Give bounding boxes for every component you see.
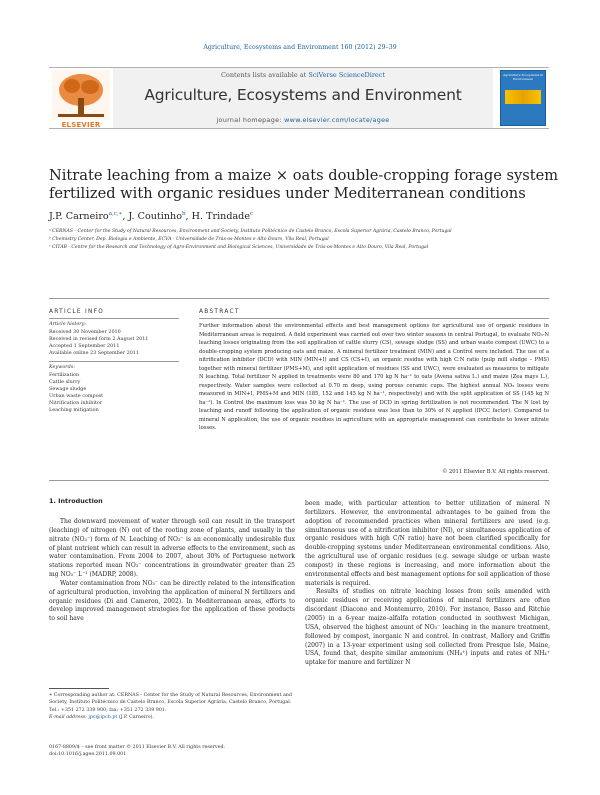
history-received: Received 30 November 2010 [49,329,121,335]
body-paragraph: been made, with particular attention to better utilization of mineral N fertilizers. However, the environmental advantages to be gained from the adoption of recommended practices when mineral fertilizers are used (e.g. simultaneous use of a nitrification inhibitor (NI), or simultaneous application of organic residues with high C/N ratio) have not been clarified specifically for double-cropping systems under Mediterranean environmental conditions. Also, the agricultural use of organic residues (e.g. sewage sludge or urban waste compost) in these regions is increasing, and more information about the environmental effects and best management options for soil application of those materials is required. [305,500,550,587]
article-info-rule [49,318,179,319]
journal-reference[interactable]: Agriculture, Ecosystems and Environment 160 (2012) 29–39 [203,44,397,51]
section-heading-introduction: 1. Introduction [49,497,103,505]
history-revised: Received in revised form 2 August 2011 [49,336,149,342]
section-divider [49,298,549,299]
copyright: © 2011 Elsevier B.V. All rights reserved. [442,469,549,475]
front-matter [49,744,225,758]
email-link[interactable]: jpc@ipcb.pt [88,715,118,721]
email-label: E-mail address: [49,715,87,721]
journal-title: Agriculture, Ecosystems and Environment [144,86,462,104]
publisher-name: ELSEVIER [61,121,101,129]
keyword: Leaching mitigation [49,407,99,413]
keyword: Fertilization [49,372,80,378]
contents-prefix: Contents lists available at [220,71,307,79]
abstract-text: Further information about the environmental effects and best management options for agricultural use of organic residues in Mediterranean areas is required. A field experiment was carried out over two winter seasons in central Portugal, to evaluate NO₃-N leaching losses originating from the soil application of cattle slurry (CS), sewage sludge (SS) and urban waste compost (UWC) to a double-cropping system producing oats and maize. A mineral fertilizer treatment (MIN) and a Control were included. The use of a nitrification inhibitor (DCD) with MIN (MIN+I) and CS (CS+I), an organic residue with high C:N ratio (pulp mill sludge – PMS) together with mineral fertilizer (PMS+M), and split application of residues (SS and UWC), were evaluated as measures to mitigate N leaching. Total fertilizer N applied in treatments were 80 and 170 kg N ha⁻¹ to oats (Avena sativa L.) and maize (Zea mays L.), respectively. Water samples were collected at 0.70 m deep, using porous ceramic cups. The highest annual NO₃ losses were measured in MIN+I, PMS+M and MIN (185, 152 and 145 kg N ha⁻¹, respectively) and with the split application of SS (145 kg N ha⁻¹). In Control the maximum loss was 50 kg N ha⁻¹. The use of DCD in spring fertilization is not recommended. The N lost by leaching and runoff following the application of organic residues was less than to 30% of N applied (IPCC factor). Compared to mineral N application, the use of organic residues in agriculture with an appropriate management can contribute to lower nitrate losses. [199,323,549,431]
body-column-left [49,518,295,624]
body-paragraph: The downward movement of water through soil can result in the transport (leaching) of nitrogen (N) out of the rooting zone of plants, and usually in the nitrate (NO₃⁻) form of N. Leaching of NO₃⁻ is an economically undesirable flux of plant nutrient which can result in adverse effects to the environment, such as water contamination. From 2004 to 2007, about 30% of Portuguese network stations reported mean NO₃⁻ concentrations in groundwater greater than 25 mg NO₃⁻ L⁻¹ (MADRP, 2008). [49,518,295,579]
affiliation: ᶜ CITAB - Centre for the Research and Technology of Agro-Environment and Biological Sciences, Universidade de Trás-os-Montes e Alto Douro, Vila Real, Portugal [49,245,429,250]
email-suffix: (J.P. Carneiro). [118,715,155,721]
keyword: Sewage sludge [49,386,87,392]
keyword: Cattle slurry [49,379,81,385]
author-name[interactable]: J. Coutinho [128,211,182,223]
keyword: Urban waste compost [49,393,104,399]
history-accepted: Accepted 1 September 2011 [49,343,120,349]
keywords-rule [49,361,179,362]
article-info-heading: ARTICLE INFO [49,309,105,315]
body-paragraph: Results of studies on nitrate leaching losses from soils amended with organic residues or receiving applications of mineral fertilizers are often discordant (Diacono and Montemurro, 2010). For instance, Basso and Ritchie (2005) in a 6-year maize–alfalfa rotation conducted in southwest Michigan, USA, observed the highest amount of NO₃⁻ leaching in the manure treatment, followed by compost, inorganic N and control. In contrast, Mallory and Griffin (2007) in a 13-year experiment using soil collected from Presque Isle, Maine, USA, found that, despite similar ammonium (NH₄⁺) inputs and rates of NH₄⁺ uptake for manure and fertilizer N [305,588,550,667]
homepage-label: journal homepage: [216,116,282,124]
cover-title: Agriculture Ecosystems & Environment [503,73,543,81]
contents-line [113,71,493,79]
issn-line: 0167-8809/$ – see front matter © 2011 Elsevier B.V. All rights reserved. [49,745,226,750]
abstract-heading: ABSTRACT [199,309,240,315]
sciencedirect-link[interactable]: SciVerse ScienceDirect [308,71,386,79]
affiliation: ᵇ Chemistry Center, Dep. Biologia e Ambiente, ECVA - Universidade de Trás-os-Montes e Alto Douro, Vila Real, Portugal [49,237,329,242]
history-label: Article history: [49,321,87,327]
journal-homepage [113,116,493,124]
author-list: J.P. Carneiro$^{a,c,∗}$, J. Coutinho$^b$, H. Trindade$^c$ [49,211,254,223]
homepage-link[interactable]: www.elsevier.com/locate/agee [284,116,390,124]
body-paragraph: Water contamination from NO₃⁻ can be directly related to the intensification of agricultural production, involving the application of mineral N fertilizers and organic residues (Di and Cameron, 2002). In Mediterranean areas, efforts to develop improved management strategies for the application of these products to soil have [49,579,295,623]
corresponding-author-text: ∗ Corresponding author at: CERNAS - Center for the Study of Natural Resources, Environment and Society, Instituto Politécnico de Castelo Branco, Escola Superior Agrária, Castelo Branco, Portugal. Tel.: +351 272 339 900; fax: +351 272 339 901. [49,693,292,713]
author-affiliation-marker[interactable]: b [181,211,186,217]
author-affiliation-marker[interactable]: c [250,211,254,217]
corresponding-author-footnote [49,692,295,722]
author-affiliation-marker[interactable]: a,c,∗ [108,211,123,217]
author-name[interactable]: J.P. Carneiro [49,211,109,223]
keywords-label: Keywords: [49,364,75,370]
article-title: Nitrate leaching from a maize × oats double-cropping forage system fertilized with organic residues under Mediterranean conditions [49,167,559,202]
footnote-rule [49,688,109,689]
elsevier-tree-logo [52,70,110,120]
author-name[interactable]: H. Trindade [191,211,251,223]
abstract-rule [199,318,549,319]
history-online: Available online 23 September 2011 [49,350,140,356]
section-divider [49,480,549,481]
keyword: Nitrification inhibitor [49,400,103,406]
body-column-right [305,500,550,668]
cover-image [505,90,541,104]
affiliation: ᵃ CERNAS - Center for the Study of Natural Resources, Environment and Society, Instituto Politécnico de Castelo Branco, Escola Superior Agrária, Castelo Branco, Portugal [49,229,452,234]
doi-line[interactable]: doi:10.1016/j.agee.2011.09.001 [49,752,127,758]
